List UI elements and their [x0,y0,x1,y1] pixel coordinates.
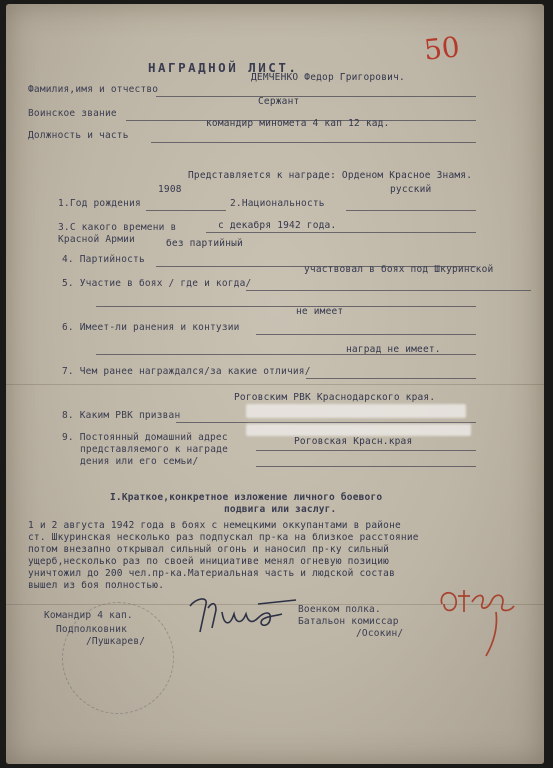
section-heading: I.Краткое,конкретное изложение личного боевого [110,492,383,503]
nationality-label: 2.Национальность [230,198,325,209]
redaction [246,424,471,436]
army-label: 3.С какого времени в Красной Армии [58,222,177,245]
rvk-label: 8. Каким РВК призван [62,410,181,421]
underline [151,142,476,143]
redaction [246,404,466,418]
fio-label: Фамилия,имя и отчество [28,84,159,95]
section-heading: подвига или заслуг. [224,504,337,515]
wounds-value: не имеет [296,306,344,317]
underline [176,422,476,423]
position-value: командир миномета 4 кап 12 кад. [206,118,390,129]
signature-title: Командир 4 кап. [44,610,133,621]
birth-value: 1908 [158,184,182,195]
underline [346,210,476,211]
award-line: Представляется к награде: Орденом Красное Знамя. [188,170,473,181]
combat-label: 5. Участие в боях / где и когда/ [62,278,252,289]
signature-scribble [186,592,301,642]
body-line: вышел из боя полностью. [28,580,165,591]
nationality-value: русский [390,184,432,195]
underline [96,306,476,307]
signature-name: /Осокин/ [356,628,404,639]
address-label: дения или его семьи/ [80,456,199,467]
body-line: 1 и 2 августа 1942 года в боях с немецкими оккупантами в районе [28,520,401,531]
underline [306,378,476,379]
underline [246,290,531,291]
award-sheet [6,4,544,764]
underline [256,450,476,451]
body-line: ст. Шкуринская несколько раз подпускал пр-ка на близкое расстояние [28,532,419,543]
underline [146,210,226,211]
address-label: 9. Постоянный домашний адрес [62,432,228,443]
underline [156,96,476,97]
signature-title: Военком полка. [298,604,381,615]
combat-value: участвовал в боях под Шкуринской [304,264,494,275]
handwritten-number: 50 [422,30,462,67]
party-label: 4. Партийность [62,254,145,265]
signature-title: Подполковник [56,624,128,635]
signature-name: /Пушкарев/ [86,636,146,647]
signature-scribble-red [436,582,521,662]
underline [206,232,476,233]
awards-label: 7. Чем ранее награждался/за какие отличия/ [62,366,311,377]
rvk-value: Роговским РВК Краснодарского края. [234,392,436,403]
rank-label: Воинское звание [28,108,117,119]
wounds-label: 6. Имеет-ли ранения и контузии [62,322,240,333]
fio-value: ДЕМЧЕНКО Федор Григорович. [251,72,405,83]
party-value: без партийный [166,238,243,249]
paper-fold [6,384,544,385]
underline [256,466,476,467]
awards-value: наград не имеет. [346,344,441,355]
body-line: уничтожил до 200 чел.пр-ка.Материальная часть и людской состав [28,568,396,579]
birth-label: 1.Год рождения [58,198,141,209]
position-label: Должность и часть [28,130,129,141]
signature-title: Батальон комиссар [298,616,399,627]
address-value: Роговская Красн.края [294,436,413,447]
underline [256,334,476,335]
body-line: потом внезапно открывал сильный огонь и наносил пр-ку сильный [28,544,390,555]
army-value: с декабря 1942 года. [218,220,337,231]
rank-value: Сержант [258,96,300,107]
body-line: ущерб,несколько раз по своей инициативе менял огневую позицию [28,556,390,567]
address-label: представляемого к награде [80,444,228,455]
document-title: НАГРАДНОЙ ЛИСТ. [148,60,299,75]
